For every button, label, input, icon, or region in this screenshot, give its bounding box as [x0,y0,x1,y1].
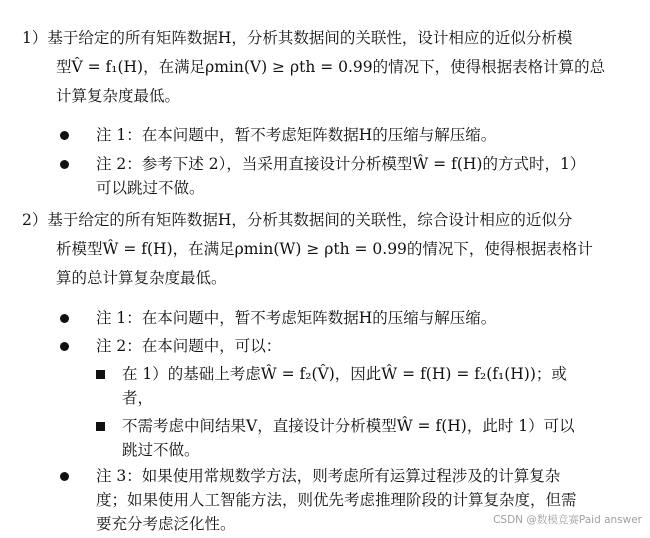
item-1-line-3: 计算复杂度最低。 [56,87,181,105]
item-2-line-2: 析模型Ŵ = f(H)，在满足ρmin(W) ≥ ρth = 0.99的情况下，使得根据表格计 [56,240,593,258]
note-text: 度；如果使用人工智能方法，则优先考虑推理阶段的计算复杂度，但需 [96,491,577,509]
note-text: 可以跳过不做。 [96,179,205,197]
item-1-line-1: 1）基于给定的所有矩阵数据H，分析其数据间的关联性，设计相应的近似分析模 [22,29,573,47]
subnote-text: 不需考虑中间结果V，直接设计分析模型Ŵ = f(H)，此时 1）可以 [122,417,575,435]
note-text: 要充分考虑泛化性。 [96,515,236,533]
subnote-text: 者， [122,389,154,407]
item-2-line-3: 算的总计算复杂度最低。 [56,269,227,287]
item-2 [22,208,632,290]
subnote-text: 跳过不做。 [122,441,200,459]
watermark: CSDN @数模竞赛Paid answer [493,514,642,526]
note-text: 注 2：参考下述 2），当采用直接设计分析模型Ŵ = f(H)的方式时，1） [96,155,586,173]
note-text: 注 3：如果使用常规数学方法，则考虑所有运算过程涉及的计算复杂 [96,467,561,485]
item-1-line-2: 型V̂ = f₁(H)，在满足ρmin(V) ≥ ρth = 0.99的情况下，使得根据表格计算的总 [56,58,606,76]
item-1 [22,26,632,108]
subnote-text: 在 1）的基础上考虑Ŵ = f₂(V̂)，因此Ŵ = f(H) = f₂(f₁(H))；或 [122,365,567,383]
bullet-dot [60,472,69,481]
bullet-dot [60,160,69,169]
bullet-dot [60,131,69,140]
note-text: 注 2：在本问题中，可以： [96,337,282,355]
item-2-line-1: 2）基于给定的所有矩阵数据H，分析其数据间的关联性，综合设计相应的近似分 [22,211,573,229]
bullet-dot [60,342,69,351]
note-text: 注 1：在本问题中，暂不考虑矩阵数据H的压缩与解压缩。 [96,309,497,327]
note-text: 注 1：在本问题中，暂不考虑矩阵数据H的压缩与解压缩。 [96,126,497,144]
bullet-square [96,370,105,379]
bullet-dot [60,314,69,323]
bullet-square [96,422,105,431]
